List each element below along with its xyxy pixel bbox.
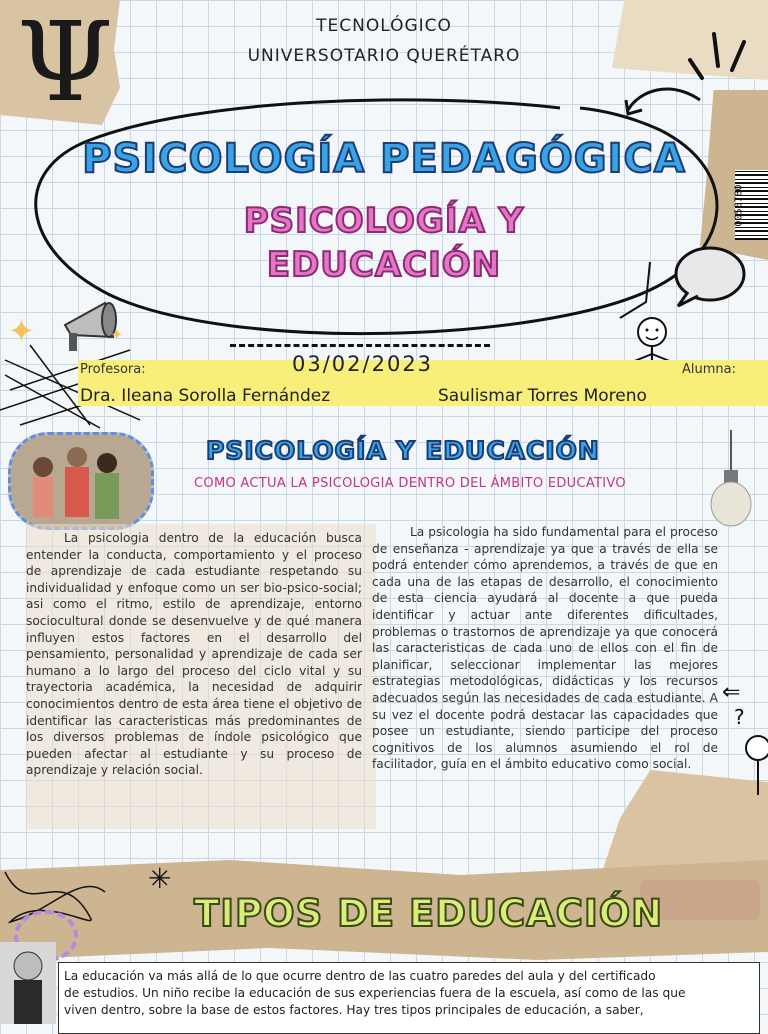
subtitle-line-2: EDUCACIÓN	[266, 245, 502, 285]
star-doodle-icon: ✳	[148, 862, 172, 895]
students-photo	[8, 432, 154, 530]
portrait-photo	[0, 942, 56, 1024]
date: 03/02/2023	[292, 352, 434, 376]
sparkle-icon: ✦	[8, 312, 35, 350]
arrow-doodle-icon: ⇐	[722, 680, 741, 705]
section1-title: PSICOLOGÍA Y EDUCACIÓN	[206, 436, 600, 465]
sparkle-icon-small: ✦	[110, 325, 124, 344]
stick-figure-icon	[600, 262, 690, 372]
section2-line-3: viven dentro, sobre la base de estos factores. Hay tres tipos principales de educación, a saber,	[64, 1003, 644, 1017]
institution-line-1: TECNOLÓGICO	[316, 16, 452, 36]
section2-line-2: de estudios. Un niño recibe la educación de sus experiencias fuera de la escuela, así como de las que	[64, 986, 686, 1000]
lightbulb-icon	[706, 430, 756, 530]
section2-line-1: La educación va más allá de lo que ocurre dentro de las cuatro paredes del aula y del certificado	[64, 969, 656, 983]
svg-text:Ψ: Ψ	[16, 5, 114, 115]
thinking-figure-icon	[728, 700, 768, 810]
student-name: Saulismar Torres Moreno	[438, 386, 647, 406]
dashed-divider	[230, 344, 490, 347]
main-title: PSICOLOGÍA PEDAGÓGICA	[82, 136, 686, 182]
sunburst-icon	[680, 30, 750, 85]
student-label: Alumna:	[682, 362, 736, 377]
section2-title: TIPOS DE EDUCACIÓN	[194, 892, 664, 935]
section1-subtitle: COMO ACTUA LA PSICOLOGIA DENTRO DEL ÁMBITO EDUCATIVO	[194, 476, 626, 491]
professor-label: Profesora:	[80, 362, 146, 377]
professor-name: Dra. Ileana Sorolla Fernández	[80, 386, 331, 406]
subtitle-line-1: PSICOLOGÍA Y	[243, 201, 525, 241]
section1-paragraph-left: La psicologia dentro de la educación busca entender la conducta, comportamiento y el proceso de aprendizaje de cada estudiante respetando su individualidad y enfoque como un ser bio-psico-social; asi como el ritmo, estilo de aprendizaje, entorno sociocultural donde se desenvuelve y de qué manera influyen estos factores en el desarrollo del pensamiento, personalidad y aprendizaje de cada ser humano a lo largo del proceso del ciclo vital y su trayectoria académica, la necesidad de adquirir conocimientos dentro de esta área tiene el objetivo de identificar las caracteristicas más predominantes de los diversos problemas de índole psicológico que pueden afectar al estudiante y su proceso de aprendizaje y relación social.	[26, 531, 362, 778]
barcode-number: 0056780	[733, 184, 745, 227]
institution-line-2: UNIVERSOTARIO QUERÉTARO	[247, 46, 521, 66]
section1-paragraph-right: La psicologia ha sido fundamental para el proceso de enseñanza - aprendizaje ya que a través de ella se podrá entender cómo aprendemos, a través de que en cada una de las etapas de desarrollo, el conocimiento de esta ciencia ayudará al docente a que pueda identificar y actuar ante diferentes dificultades, problemas o trastornos de aprendizaje ya que conocerá las caracteristicas de cada uno de ellos con el fin de planificar, seleccionar implementar las mejores estrategias metodológicas, didácticas y los recursos adecuados según las necesidades de cada estudiante. A su vez el docente podrá destacar las capacidades que posee un estudiante, siendo participe del proceso cognitivos de los alumnos asumiendo el rol de facilitador, guía en el ámbito educativo como social.	[372, 525, 718, 772]
svg-text:?: ?	[734, 705, 745, 729]
